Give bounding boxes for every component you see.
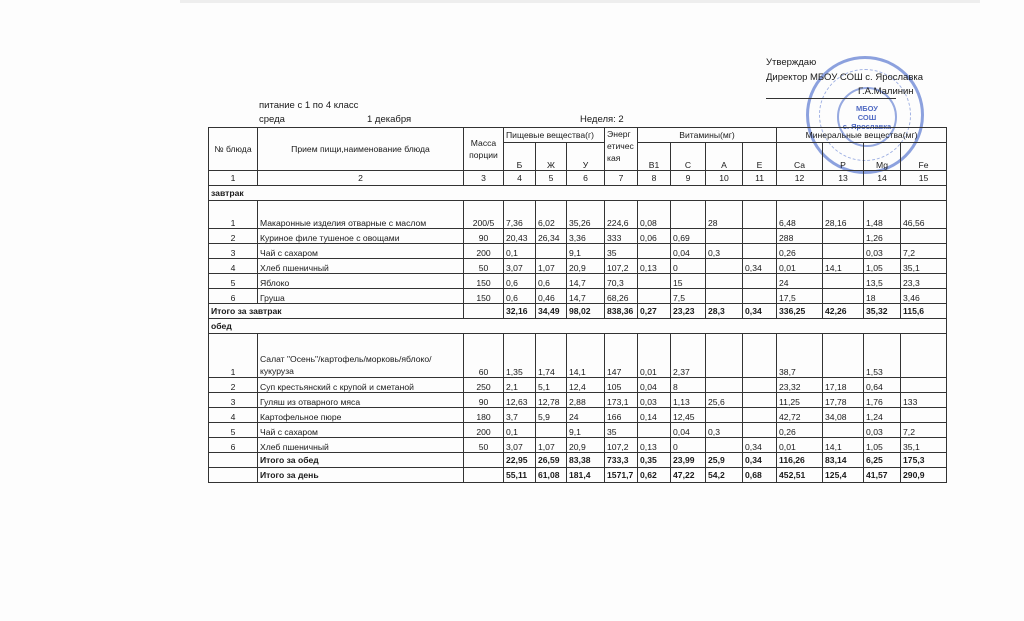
table-cell: 288: [777, 229, 823, 244]
table-cell: 7,2: [901, 423, 947, 438]
dish-name: Хлеб пшеничный: [258, 438, 464, 453]
table-cell: 20,43: [504, 229, 536, 244]
table-cell: 0,6: [504, 289, 536, 304]
table-cell: 105: [605, 378, 638, 393]
table-cell: 17,5: [777, 289, 823, 304]
lunch-total-label: Итого за обед: [258, 453, 464, 468]
scan-edge: [180, 0, 980, 3]
table-cell: 6,02: [536, 201, 567, 229]
total-cell: 0,34: [743, 453, 777, 468]
day-label: среда: [259, 114, 285, 125]
table-cell: 0,04: [671, 244, 706, 259]
dish-number: 1: [209, 334, 258, 378]
table-cell: 0,13: [638, 438, 671, 453]
table-cell: 3,36: [567, 229, 605, 244]
total-cell: [464, 304, 504, 319]
dish-number: 2: [209, 378, 258, 393]
total-cell: 1571,7: [605, 468, 638, 483]
table-cell: 35: [605, 423, 638, 438]
table-cell: 0,13: [638, 259, 671, 274]
table-cell: 0,01: [777, 259, 823, 274]
header-mass: Масса порции: [464, 128, 504, 171]
table-row: [209, 289, 947, 304]
dish-name: Хлеб пшеничный: [258, 259, 464, 274]
table-cell: 7,5: [671, 289, 706, 304]
table-cell: 0,04: [638, 378, 671, 393]
table-cell: 2,37: [671, 334, 706, 378]
total-cell: 733,3: [605, 453, 638, 468]
table-cell: [638, 274, 671, 289]
table-cell: 8: [671, 378, 706, 393]
table-cell: 50: [464, 438, 504, 453]
total-cell: 0,35: [638, 453, 671, 468]
header-nutrients: Пищевые вещества(г): [504, 128, 605, 143]
table-cell: 1,13: [671, 393, 706, 408]
table-cell: 1,76: [864, 393, 901, 408]
table-cell: 13,5: [864, 274, 901, 289]
table-cell: [743, 201, 777, 229]
table-cell: 0,46: [536, 289, 567, 304]
table-cell: 0,06: [638, 229, 671, 244]
table-cell: 20,9: [567, 259, 605, 274]
column-number: 1: [209, 171, 258, 186]
table-cell: 200/5: [464, 201, 504, 229]
table-cell: 20,9: [567, 438, 605, 453]
table-cell: 0,1: [504, 423, 536, 438]
dish-number: 1: [209, 201, 258, 229]
header-vitamins: Витамины(мг): [638, 128, 777, 143]
table-cell: [743, 393, 777, 408]
table-cell: 90: [464, 393, 504, 408]
table-cell: 46,56: [901, 201, 947, 229]
table-cell: 35,26: [567, 201, 605, 229]
total-cell: 28,3: [706, 304, 743, 319]
dish-number: 6: [209, 438, 258, 453]
dish-number: 2: [209, 229, 258, 244]
table-cell: 0,26: [777, 423, 823, 438]
section-breakfast: [209, 186, 947, 201]
column-number: 13: [823, 171, 864, 186]
week-label: Неделя: 2: [580, 114, 624, 125]
table-cell: 7,2: [901, 244, 947, 259]
total-cell: 125,4: [823, 468, 864, 483]
total-cell: 42,26: [823, 304, 864, 319]
menu-title: питание с 1 по 4 класс: [259, 100, 359, 111]
column-number: 10: [706, 171, 743, 186]
table-cell: 5,9: [536, 408, 567, 423]
table-cell: 17,18: [823, 378, 864, 393]
total-cell: 55,11: [504, 468, 536, 483]
total-cell: 0,68: [743, 468, 777, 483]
section-lunch: [209, 319, 947, 334]
subheader-cell: C: [671, 143, 706, 171]
table-cell: 1,74: [536, 334, 567, 378]
dish-number: 5: [209, 423, 258, 438]
dish-number: 4: [209, 408, 258, 423]
table-row: [209, 408, 947, 423]
breakfast-total: [209, 304, 947, 319]
column-number: 15: [901, 171, 947, 186]
dish-name: Яблоко: [258, 274, 464, 289]
table-cell: 1,48: [864, 201, 901, 229]
table-cell: 14,1: [567, 334, 605, 378]
table-cell: 0,6: [504, 274, 536, 289]
total-cell: 54,2: [706, 468, 743, 483]
table-cell: 3,07: [504, 259, 536, 274]
table-cell: 14,1: [823, 438, 864, 453]
total-cell: 98,02: [567, 304, 605, 319]
table-cell: 24: [777, 274, 823, 289]
table-cell: [823, 244, 864, 259]
table-cell: 3,07: [504, 438, 536, 453]
header-energy: Энергетическая: [605, 128, 638, 171]
table-cell: 133: [901, 393, 947, 408]
table-cell: [638, 289, 671, 304]
table-cell: [743, 408, 777, 423]
subheader-cell: Ж: [536, 143, 567, 171]
table-cell: 0,01: [638, 334, 671, 378]
table-row: [209, 274, 947, 289]
column-number: 6: [567, 171, 605, 186]
table-cell: 0,03: [864, 423, 901, 438]
table-cell: 0,03: [864, 244, 901, 259]
table-cell: 0: [671, 438, 706, 453]
table-row: [209, 393, 947, 408]
table-cell: [901, 408, 947, 423]
total-cell: 6,25: [864, 453, 901, 468]
total-cell: 0,27: [638, 304, 671, 319]
total-cell: 336,25: [777, 304, 823, 319]
dish-name: Гуляш из отварного мяса: [258, 393, 464, 408]
table-row: [209, 201, 947, 229]
table-cell: 60: [464, 334, 504, 378]
table-cell: 1,05: [864, 259, 901, 274]
dish-name: Макаронные изделия отварные с маслом: [258, 201, 464, 229]
table-cell: 200: [464, 423, 504, 438]
total-cell: 61,08: [536, 468, 567, 483]
table-cell: 42,72: [777, 408, 823, 423]
table-cell: 0,64: [864, 378, 901, 393]
table-cell: 0,26: [777, 244, 823, 259]
table-cell: 9,1: [567, 244, 605, 259]
column-number: 3: [464, 171, 504, 186]
approval-block: [766, 56, 923, 100]
total-cell: 47,22: [671, 468, 706, 483]
total-cell: 838,36: [605, 304, 638, 319]
total-cell: 175,3: [901, 453, 947, 468]
table-cell: 166: [605, 408, 638, 423]
dish-name: Груша: [258, 289, 464, 304]
table-cell: [901, 334, 947, 378]
dish-number: 6: [209, 289, 258, 304]
table-cell: 70,3: [605, 274, 638, 289]
dish-name: Салат "Осень"/картофель/морковь/яблоко/ кукуруза: [258, 334, 464, 378]
table-cell: 0,3: [706, 423, 743, 438]
table-cell: 0,14: [638, 408, 671, 423]
table-cell: 24: [567, 408, 605, 423]
table-cell: 9,1: [567, 423, 605, 438]
table-cell: 14,7: [567, 289, 605, 304]
subheader-cell: Mg: [864, 143, 901, 171]
menu-table: [208, 127, 947, 483]
table-cell: 224,6: [605, 201, 638, 229]
table-cell: [743, 289, 777, 304]
table-cell: 14,1: [823, 259, 864, 274]
total-cell: [464, 468, 504, 483]
table-cell: [706, 438, 743, 453]
total-cell: 116,26: [777, 453, 823, 468]
header-minerals: Минеральные вещества(мг): [777, 128, 947, 143]
table-cell: 0,1: [504, 244, 536, 259]
total-cell: 23,23: [671, 304, 706, 319]
table-cell: 23,3: [901, 274, 947, 289]
table-cell: 11,25: [777, 393, 823, 408]
table-cell: [638, 244, 671, 259]
table-cell: 35: [605, 244, 638, 259]
table-cell: 26,34: [536, 229, 567, 244]
table-cell: [706, 229, 743, 244]
subheader-cell: A: [706, 143, 743, 171]
table-cell: 12,45: [671, 408, 706, 423]
column-number-row: [209, 171, 947, 186]
table-row: [209, 229, 947, 244]
table-cell: [671, 201, 706, 229]
table-cell: 17,78: [823, 393, 864, 408]
dish-name: Куриное филе тушеное с овощами: [258, 229, 464, 244]
dish-number: 5: [209, 274, 258, 289]
table-cell: 0,34: [743, 438, 777, 453]
subheader-cell: Б: [504, 143, 536, 171]
table-cell: [823, 229, 864, 244]
table-cell: [901, 378, 947, 393]
table-cell: 90: [464, 229, 504, 244]
table-cell: 150: [464, 274, 504, 289]
table-cell: [706, 334, 743, 378]
table-cell: 2,88: [567, 393, 605, 408]
table-cell: 250: [464, 378, 504, 393]
subheader-cell: E: [743, 143, 777, 171]
column-number: 7: [605, 171, 638, 186]
table-cell: [743, 334, 777, 378]
table-cell: [743, 423, 777, 438]
table-cell: 107,2: [605, 438, 638, 453]
table-cell: 0,34: [743, 259, 777, 274]
total-cell: 452,51: [777, 468, 823, 483]
approval-line1: Утверждаю: [766, 57, 817, 68]
table-cell: 1,35: [504, 334, 536, 378]
table-cell: 1,53: [864, 334, 901, 378]
table-cell: [743, 229, 777, 244]
table-cell: 0,3: [706, 244, 743, 259]
table-cell: 0,69: [671, 229, 706, 244]
table-cell: [823, 289, 864, 304]
table-cell: [536, 423, 567, 438]
table-cell: 50: [464, 259, 504, 274]
table-cell: [706, 274, 743, 289]
table-cell: 200: [464, 244, 504, 259]
total-cell: 115,6: [901, 304, 947, 319]
table-cell: 6,48: [777, 201, 823, 229]
table-cell: 0,04: [671, 423, 706, 438]
stamp-line2: СОШ: [857, 112, 877, 122]
column-number: 14: [864, 171, 901, 186]
total-cell: 0,34: [743, 304, 777, 319]
total-cell: 35,32: [864, 304, 901, 319]
table-cell: 12,4: [567, 378, 605, 393]
table-cell: 15: [671, 274, 706, 289]
table-cell: 3,46: [901, 289, 947, 304]
table-cell: [743, 378, 777, 393]
table-row: [209, 259, 947, 274]
table-cell: 180: [464, 408, 504, 423]
table-cell: [901, 229, 947, 244]
table-cell: 23,32: [777, 378, 823, 393]
column-number: 9: [671, 171, 706, 186]
table-row: [209, 378, 947, 393]
total-cell: 41,57: [864, 468, 901, 483]
day-total-label: Итого за день: [258, 468, 464, 483]
total-cell: [464, 453, 504, 468]
table-cell: 12,63: [504, 393, 536, 408]
date-label: 1 декабря: [367, 114, 412, 125]
table-cell: [823, 423, 864, 438]
table-cell: 0,01: [777, 438, 823, 453]
column-number: 2: [258, 171, 464, 186]
blank-cell: [209, 468, 258, 483]
approval-line2: Директор МБОУ СОШ с. Ярославка: [766, 71, 924, 83]
column-number: 11: [743, 171, 777, 186]
column-number: 4: [504, 171, 536, 186]
total-cell: 83,14: [823, 453, 864, 468]
subheader-cell: Fe: [901, 143, 947, 171]
table-cell: 14,7: [567, 274, 605, 289]
table-row: [209, 423, 947, 438]
table-cell: 12,78: [536, 393, 567, 408]
subheader-cell: У: [567, 143, 605, 171]
table-cell: 7,36: [504, 201, 536, 229]
table-cell: 5,1: [536, 378, 567, 393]
dish-name: Суп крестьянский с крупой и сметаной: [258, 378, 464, 393]
table-row: [209, 244, 947, 259]
total-cell: 83,38: [567, 453, 605, 468]
dish-number: 4: [209, 259, 258, 274]
table-cell: 0,6: [536, 274, 567, 289]
table-cell: 38,7: [777, 334, 823, 378]
table-cell: 18: [864, 289, 901, 304]
table-cell: 150: [464, 289, 504, 304]
table-cell: [706, 378, 743, 393]
total-cell: 25,9: [706, 453, 743, 468]
table-cell: 35,1: [901, 438, 947, 453]
table-cell: 1,05: [864, 438, 901, 453]
dish-name: Чай с сахаром: [258, 423, 464, 438]
table-cell: 1,07: [536, 438, 567, 453]
header-name: Прием пищи,наименование блюда: [258, 128, 464, 171]
subheader-cell: Ca: [777, 143, 823, 171]
total-cell: 290,9: [901, 468, 947, 483]
table-cell: 34,08: [823, 408, 864, 423]
total-cell: 26,59: [536, 453, 567, 468]
total-cell: 22,95: [504, 453, 536, 468]
table-row: [209, 438, 947, 453]
table-cell: 173,1: [605, 393, 638, 408]
header-row-1: [209, 128, 947, 143]
table-cell: 68,26: [605, 289, 638, 304]
table-cell: [743, 274, 777, 289]
table-cell: 1,24: [864, 408, 901, 423]
section-lunch-label: обед: [209, 319, 947, 334]
table-cell: 0: [671, 259, 706, 274]
subheader-cell: P: [823, 143, 864, 171]
table-cell: [706, 259, 743, 274]
column-number: 12: [777, 171, 823, 186]
stamp-line1: МБОУ: [856, 103, 878, 113]
column-number: 8: [638, 171, 671, 186]
table-cell: 107,2: [605, 259, 638, 274]
table-cell: [706, 289, 743, 304]
table-cell: [706, 408, 743, 423]
table-cell: 28: [706, 201, 743, 229]
total-cell: 34,49: [536, 304, 567, 319]
dish-number: 3: [209, 393, 258, 408]
dish-name: Чай с сахаром: [258, 244, 464, 259]
signature-line: [766, 98, 896, 99]
total-cell: 32,16: [504, 304, 536, 319]
day-total: [209, 468, 947, 483]
stamp-line3: с. Ярославка: [842, 121, 892, 131]
table-cell: 25,6: [706, 393, 743, 408]
table-cell: [743, 244, 777, 259]
table-row: [209, 334, 947, 378]
table-cell: [823, 334, 864, 378]
table-cell: 0,08: [638, 201, 671, 229]
lunch-total: [209, 453, 947, 468]
breakfast-total-label: Итого за завтрак: [209, 304, 464, 319]
column-number: 5: [536, 171, 567, 186]
dish-number: 3: [209, 244, 258, 259]
table-cell: 333: [605, 229, 638, 244]
table-cell: 28,16: [823, 201, 864, 229]
total-cell: 0,62: [638, 468, 671, 483]
dish-name: Картофельное пюре: [258, 408, 464, 423]
total-cell: 181,4: [567, 468, 605, 483]
header-num: № блюда: [209, 128, 258, 171]
table-cell: [638, 423, 671, 438]
table-cell: 35,1: [901, 259, 947, 274]
table-cell: 147: [605, 334, 638, 378]
table-cell: 0,03: [638, 393, 671, 408]
table-cell: 3,7: [504, 408, 536, 423]
table-cell: 2,1: [504, 378, 536, 393]
table-cell: 1,07: [536, 259, 567, 274]
section-breakfast-label: завтрак: [209, 186, 947, 201]
approval-line3: Г.А.Малинин: [858, 86, 914, 97]
table-cell: 1,26: [864, 229, 901, 244]
subheader-cell: B1: [638, 143, 671, 171]
table-cell: [823, 274, 864, 289]
blank-cell: [209, 453, 258, 468]
table-cell: [536, 244, 567, 259]
total-cell: 23,99: [671, 453, 706, 468]
